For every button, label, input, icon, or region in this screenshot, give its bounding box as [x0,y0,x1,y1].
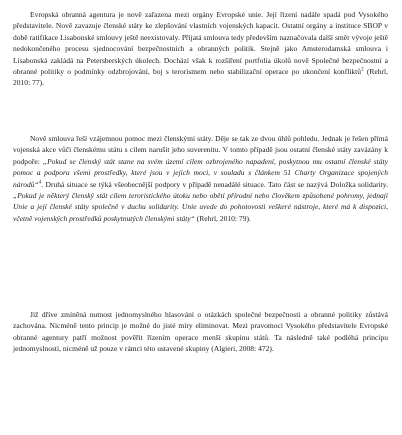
quote-solidarity-clause: „Pokud je některý členský stát cílem teroristického útoku nebo obětí přírodní nebo člověkem způsobené pohromy, jednají Unie a její členské státy společně v duchu solidarity. Unie uvede do pohotovosti veškeré nástroje, které má k dispozici, včetně vojenských prostředků poskytnutých členskými státy [13,191,388,223]
paragraph-1 [13,9,388,89]
paragraph-2 [13,133,388,224]
quote-close-mark: “ [190,213,195,223]
quote-mutual-assistance: „Pokud se členský stát stane na svém území cílem ozbrojeného napadení, poskytnou mu ostatní členské státy pomoc a podporu všemi prostředky, které jsou v jejich moci, v souladu s článkem 51 Charty Organizace spojených národů [13,156,388,189]
quote-close-mark: “ [34,179,39,189]
citation-rehrl-79: (Rehrl, 2010: 79). [194,213,251,223]
footnote-marker: 4 [38,180,42,186]
paragraph-3-text: Již dříve zmíněná nutnost jednomyslného hlasování o otázkách společné bezpečnosti a obranné politiky zůstává zachována. Nicméně tento princip je možné do jisté míry eliminovat. Mezi pravomoci Vysokého představitele Evropské obranné agentury patří možnost pověřit řízením operace menší skupinu států. Ta následně také podléhá principu jednomyslnosti, nicméně už pouze v rámci této ustavené skupiny (Algieri, 2008: 472). [13,310,388,354]
paragraph-1-text: Evropská obranná agentura je nově zařazena mezi orgány Evropské unie. Její řízení nadále spadá pod Vysokého představitele. Nově zavazuje členské státy ke zlepšování vlastních vojenských kapacit. Ostatní orgány a instituce SBOP v době ratifikace Lisabonské smlouvy ještě neexistovaly. Přijatá smlouva tedy především naznačovala další směr vývoje ještě nedokončeného procesu sjednocování bezpečnostních a obranných politik. Stejně jako Amsterodamská smlouva i Lisabonská zakládá na Petersberských úkolech. Dochází však k rozšíření portfolia úkolů nově Společné bezpečnostní a obranné politiky o podmínky odzbrojování, boj s terorismem nebo stabilizační operace po ukončení konfliktů [13,10,388,77]
paragraph-2-intro: Nově smlouva řeší vzájemnou pomoc mezi členskými státy. Děje se tak ze dvou úhlů pohledu. Jednak je řešen přímá vojenská akce vůči členskému státu s cílem narušit jeho suverenitu. V tomto případě jsou ostatní členské státy zavázány k podpoře: [13,134,388,166]
footnote-marker: 2 [361,67,364,73]
paragraph-2-middle: . Druhá situace se týká všeobecnější podpory v případě nenadálé situace. Tato část se nazývá Doložka solidarity. [41,179,388,189]
citation-rehrl-77: (Rehrl, 2010: 77). [13,67,388,88]
paragraph-3 [13,309,388,355]
